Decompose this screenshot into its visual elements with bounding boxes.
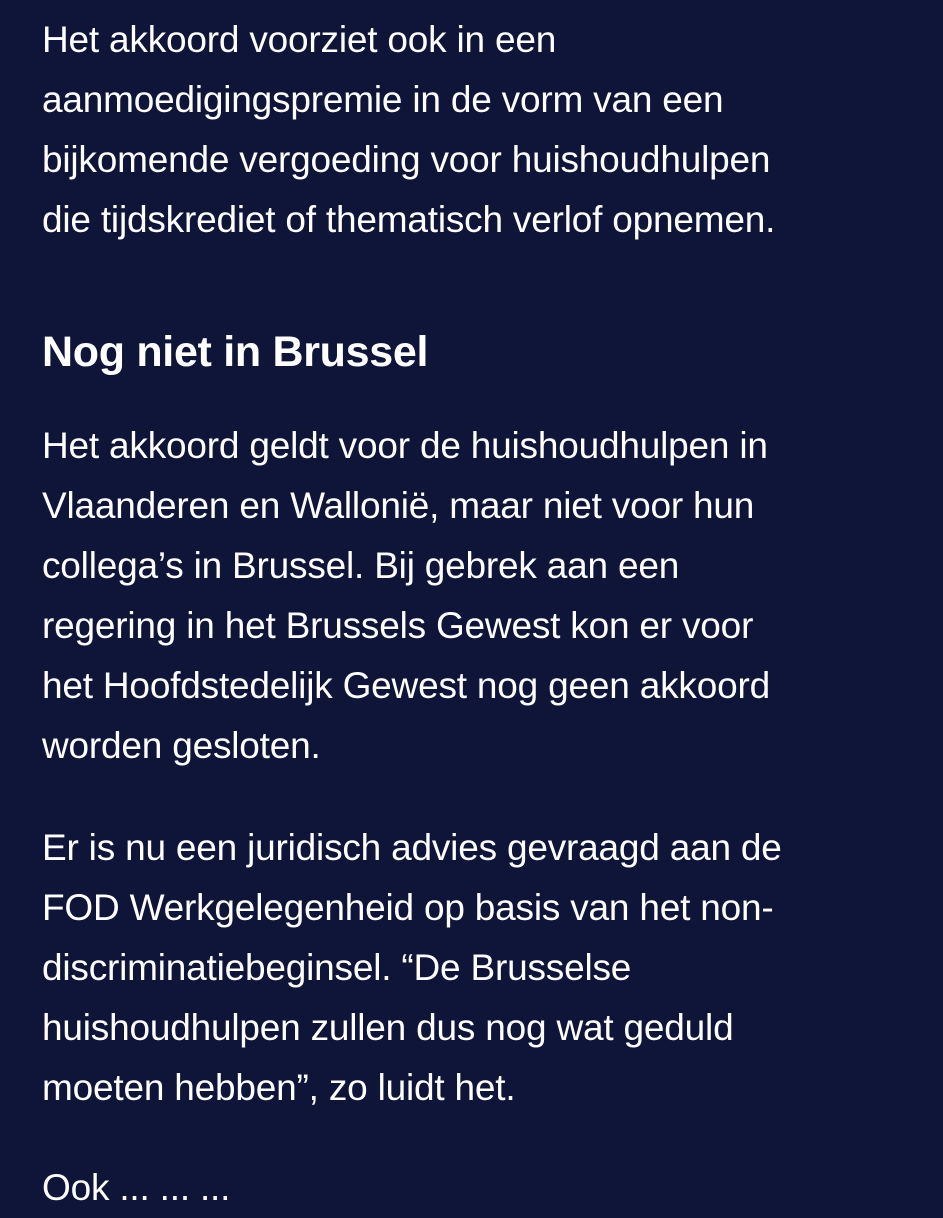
section-heading: Nog niet in Brussel xyxy=(42,328,429,376)
article-paragraph: Het akkoord geldt voor de huishoudhulpen in Vlaanderen en Wallonië, maar niet voor hun collega’s in Brussel. Bij gebrek aan een regering in het Brussels Gewest kon er voor het Hoofdstedelijk Gewest nog geen akkoord worden gesloten. xyxy=(42,425,770,766)
article-paragraph: Er is nu een juridisch advies gevraagd aan de FOD Werkgelegenheid op basis van het non- discriminatiebeginsel. “De Brusselse huishoudhulpen zullen dus nog wat geduld moeten hebben”, zo luidt het. xyxy=(42,827,782,1108)
article-paragraph: Het akkoord voorziet ook in een aanmoedigingspremie in de vorm van een bijkomende vergoeding voor huishoudhulpen die tijdskrediet of thematisch verlof opnemen. xyxy=(42,19,776,240)
article-paragraph-cut-off: Ook ... ... ... xyxy=(42,1167,231,1208)
